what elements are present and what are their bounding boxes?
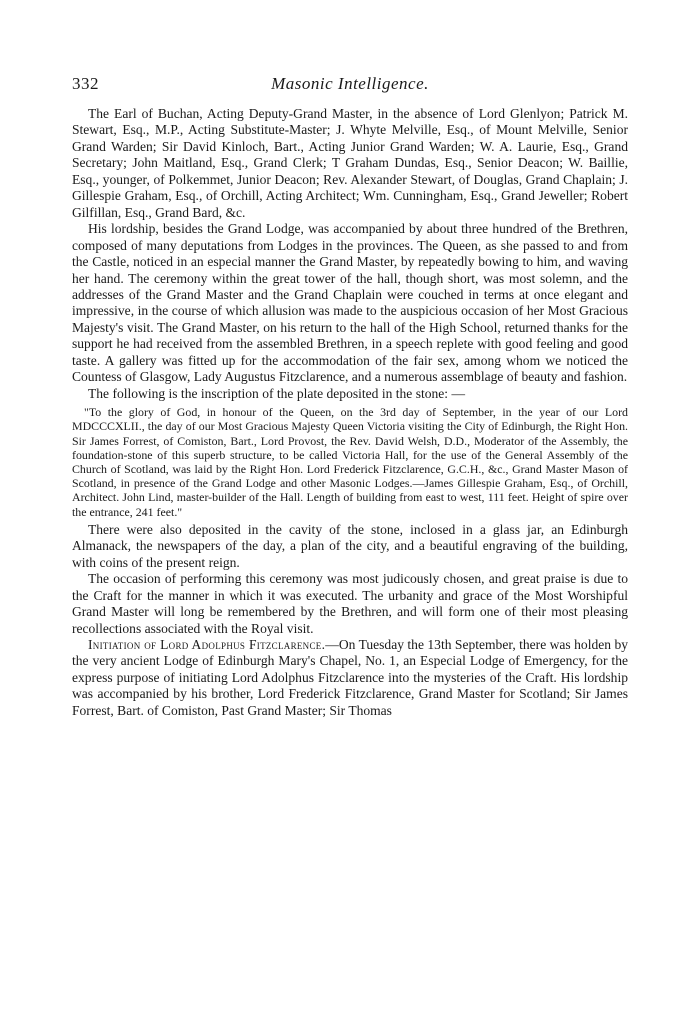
section-heading-initiation: Initiation of Lord Adolphus Fitzclarence. [88, 636, 326, 652]
book-page [72, 74, 628, 719]
paragraph-occasion: The occasion of performing this ceremony was most judicously chosen, and great praise is due to the Craft for the manner in which it was executed. The urbanity and grace of the Most Worshipful Grand Master will long be remembered by the Brethren, and will form one of their most pleasing recollections associated with the Royal visit. [72, 571, 628, 636]
paragraph-initiation [72, 637, 628, 719]
paragraph-inscription-intro: The following is the inscription of the plate deposited in the stone: — [88, 385, 465, 401]
page-number: 332 [72, 74, 99, 93]
running-title: Masonic Intelligence. [271, 74, 429, 93]
inscription-quote: "To the glory of God, in honour of the Queen, on the 3rd day of September, in the year of our Lord MDCCCXLII., the day of our Most Gracious Majesty Queen Victoria visiting the City of Edinburgh, the Right Hon. Sir James Forrest, of Comiston, Bart., Lord Provost, the Rev. David Welsh, D.D., Moderator of the Assembly, the foundation-stone of this superb structure, to be called Victoria Hall, for the use of the General Assembly of the Church of Scotland, was laid by the Right Hon. Lord Frederick Fitzclarence, G.C.H., &c., Grand Master Mason of Scotland, in presence of the Grand Lodge and other Masonic Lodges.—James Gillespie Graham, Esq., of Orchill, Architect. John Lind, master-builder of the Hall. Length of building from east to west, 111 feet. Height of spire over the entrance, 241 feet." [72, 405, 628, 519]
paragraph-initiation-text: —On Tuesday the 13th September, there was holden by the very ancient Lodge of Edinburgh Mary's Chapel, No. 1, an Especial Lodge of Emergency, for the express purpose of initiating Lord Adolphus Fitzclarence into the mysteries of the Craft. His lordship was accompanied by his brother, Lord Frederick Fitzclarence, Grand Master for Scotland; Sir James Forrest, Bart. of Comiston, Past Grand Master; Sir Thomas [72, 636, 628, 718]
paragraph-officers: The Earl of Buchan, Acting Deputy-Grand Master, in the absence of Lord Glenlyon; Patrick M. Stewart, Esq., M.P., Acting Substitute-Master; J. Whyte Melville, Esq., of Mount Melville, Senior Grand Warden; Sir David Kinloch, Bart., Acting Junior Grand Warden; W. A. Laurie, Esq., Grand Secretary; John Maitland, Esq., Grand Clerk; T Graham Dundas, Esq., Senior Deacon; W. Baillie, Esq., younger, of Polkemmet, Junior Deacon; Rev. Alexander Stewart, of Douglas, Grand Chaplain; J. Gillespie Graham, Esq., of Orchill, Acting Architect; Wm. Cunningham, Esq., Grand Jeweller; Robert Gilfillan, Esq., Grand Bard, &c. [72, 106, 628, 220]
paragraph-ceremony: His lordship, besides the Grand Lodge, was accompanied by about three hundred of the Brethren, composed of many deputations from Lodges in the provinces. The Queen, as she passed to and from the Castle, noticed in an especial manner the Grand Master, by repeatedly bowing to him, and waving her hand. The ceremony within the great tower of the hall, though short, was most solemn, and the addresses of the Grand Master and the Grand Chaplain were couched in terms at once elegant and impressive, in the course of which allusion was made to the auspicious occasion of her Most Gracious Majesty's visit. The Grand Master, on his return to the hall of the High School, returned thanks for the support he had received from the assembled Brethren, in a speech replete with good feeling and good taste. A gallery was fitted up for the accommodation of the fair sex, among whom we noticed the Countess of Glasgow, Lady Augustus Fitzclarence, and a numerous assemblage of beauty and fashion. [72, 221, 628, 385]
body-text [72, 106, 628, 719]
paragraph-deposits: There were also deposited in the cavity of the stone, inclosed in a glass jar, an Edinburgh Almanack, the newspapers of the day, a plan of the city, and a beautiful engraving of the building, with coins of the present reign. [72, 521, 628, 570]
page-header [72, 74, 628, 100]
